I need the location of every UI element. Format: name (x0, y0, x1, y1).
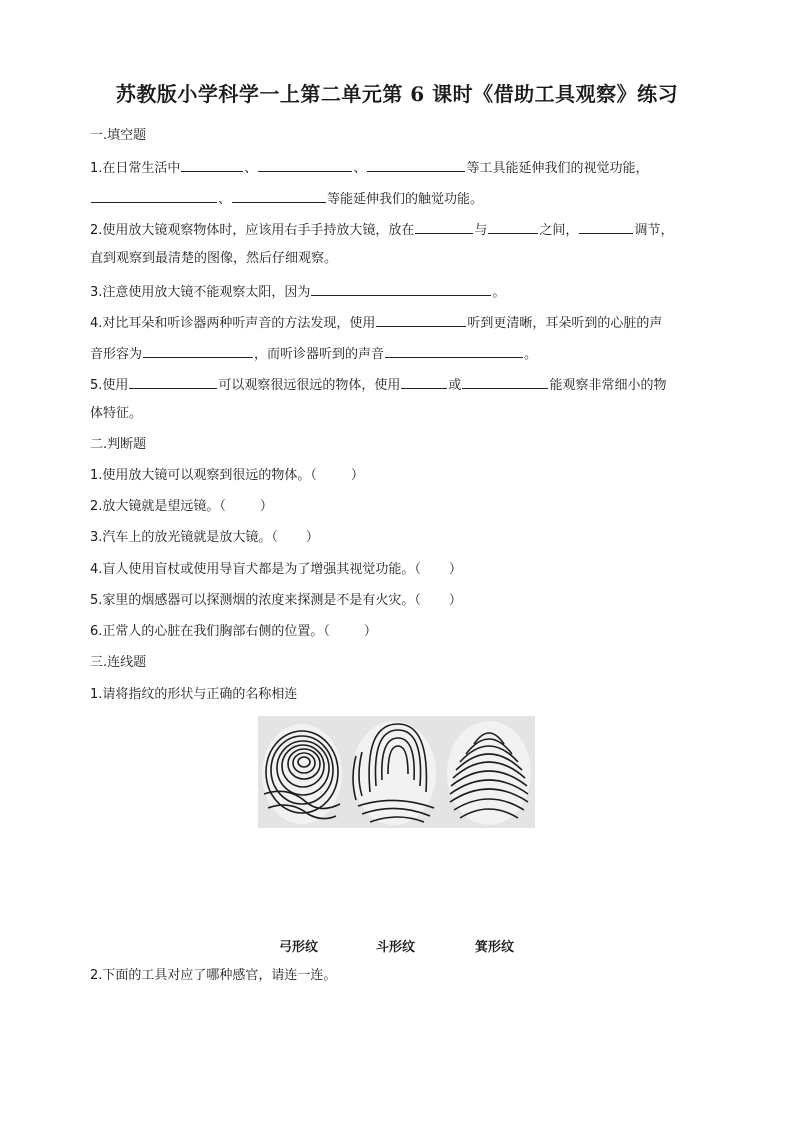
arch-fingerprint (447, 721, 531, 825)
question-5-line-2: 体特征。 (90, 406, 143, 421)
answer-blank[interactable] (462, 375, 548, 389)
answer-blank[interactable] (129, 375, 217, 389)
judgement-item (90, 468, 364, 484)
q4-text-b: 听到更清晰，耳朵听到的心脏的声 (467, 316, 663, 331)
judgement-close: ） (259, 499, 273, 514)
answer-blank[interactable] (385, 344, 523, 358)
judgement-item (90, 530, 319, 546)
judgement-item (90, 593, 462, 609)
q5-text-d: 能观察非常细小的物 (549, 378, 667, 393)
q2-text-d: 调节， (634, 223, 674, 238)
judgement-item (90, 562, 462, 578)
judgement-close: ） (350, 468, 364, 483)
question-4-line-2 (90, 344, 537, 363)
q3-text-a: 3.注意使用放大镜不能观察太阳，因为 (90, 285, 311, 300)
answer-blank[interactable] (488, 220, 538, 234)
page-title: 苏教版小学科学一上第二单元第 6 课时《借助工具观察》练习 (115, 82, 679, 106)
fingerprint-image (258, 716, 535, 828)
q5-text-b: 可以观察很远很远的物体，使用 (218, 378, 401, 393)
answer-blank[interactable] (579, 220, 633, 234)
judgement-item (90, 499, 273, 515)
judgement-close: ） (448, 562, 462, 577)
answer-blank[interactable] (367, 158, 465, 172)
question-3 (90, 282, 505, 301)
q5-text-a: 5.使用 (90, 378, 129, 393)
q1-text-c: 、 (353, 161, 367, 176)
q2-text-b: 与 (474, 223, 488, 238)
judgement-close: ） (305, 530, 319, 545)
q3-text-b: 。 (492, 285, 506, 300)
question-2-line-2: 直到观察到最清楚的图像，然后仔细观察。 (90, 251, 338, 266)
label-whorl[interactable]: 斗形纹 (376, 940, 416, 955)
q4-text-d: ，而听诊器听到的声音 (254, 347, 385, 362)
q2-text-c: 之间， (539, 223, 579, 238)
q1-text-d: 等工具能延伸我们的视觉功能， (466, 161, 649, 176)
answer-blank[interactable] (258, 158, 352, 172)
section-heading-true-false: 二.判断题 (90, 437, 147, 452)
question-1-line-1 (90, 158, 648, 177)
judgement-close: ） (448, 593, 462, 608)
section-heading-matching: 三.连线题 (90, 655, 147, 670)
q4-text-e: 。 (524, 347, 538, 362)
question-5-line-1 (90, 375, 666, 394)
q5-text-c: 或 (448, 378, 462, 393)
answer-blank[interactable] (143, 344, 253, 358)
matching-question-2: 2.下面的工具对应了哪种感官，请连一连。 (90, 968, 337, 983)
q1-text-e: 、 (218, 192, 232, 207)
section-heading-fill-blank: 一.填空题 (90, 128, 147, 143)
answer-blank[interactable] (311, 282, 491, 296)
answer-blank[interactable] (181, 158, 243, 172)
question-1-line-2 (90, 189, 483, 208)
loop-fingerprint (352, 721, 436, 825)
label-loop[interactable]: 箕形纹 (475, 940, 515, 955)
question-4-line-1 (90, 313, 662, 332)
answer-blank[interactable] (376, 313, 466, 327)
judgement-text: 5.家里的烟感器可以探测烟的浓度来探测是不是有火灾。（ (90, 593, 421, 608)
question-2-line-1 (90, 220, 673, 239)
fingerprint-labels (0, 936, 794, 955)
answer-blank[interactable] (415, 220, 473, 234)
judgement-close: ） (363, 624, 377, 639)
judgement-item (90, 624, 377, 640)
q2-text-a: 2.使用放大镜观察物体时，应该用右手手持放大镜，放在 (90, 223, 415, 238)
judgement-text: 3.汽车上的放光镜就是放大镜。（ (90, 530, 278, 545)
q4-text-c: 音形容为 (90, 347, 143, 362)
label-arch[interactable]: 弓形纹 (279, 940, 319, 955)
answer-blank[interactable] (232, 189, 326, 203)
q4-text-a: 4.对比耳朵和听诊器两种听声音的方法发现，使用 (90, 316, 376, 331)
q1-text-f: 等能延伸我们的触觉功能。 (327, 192, 484, 207)
whorl-fingerprint (262, 724, 342, 824)
answer-blank[interactable] (91, 189, 217, 203)
q1-text-b: 、 (244, 161, 258, 176)
judgement-text: 4.盲人使用盲杖或使用导盲犬都是为了增强其视觉功能。（ (90, 562, 421, 577)
judgement-text: 1.使用放大镜可以观察到很远的物体。（ (90, 468, 317, 483)
judgement-text: 6.正常人的心脏在我们胸部右侧的位置。（ (90, 624, 330, 639)
judgement-text: 2.放大镜就是望远镜。（ (90, 499, 226, 514)
matching-question-1: 1.请将指纹的形状与正确的名称相连 (90, 687, 298, 702)
answer-blank[interactable] (401, 375, 447, 389)
q1-text-a: 1.在日常生活中 (90, 161, 181, 176)
fingerprint-illustration (258, 716, 535, 828)
